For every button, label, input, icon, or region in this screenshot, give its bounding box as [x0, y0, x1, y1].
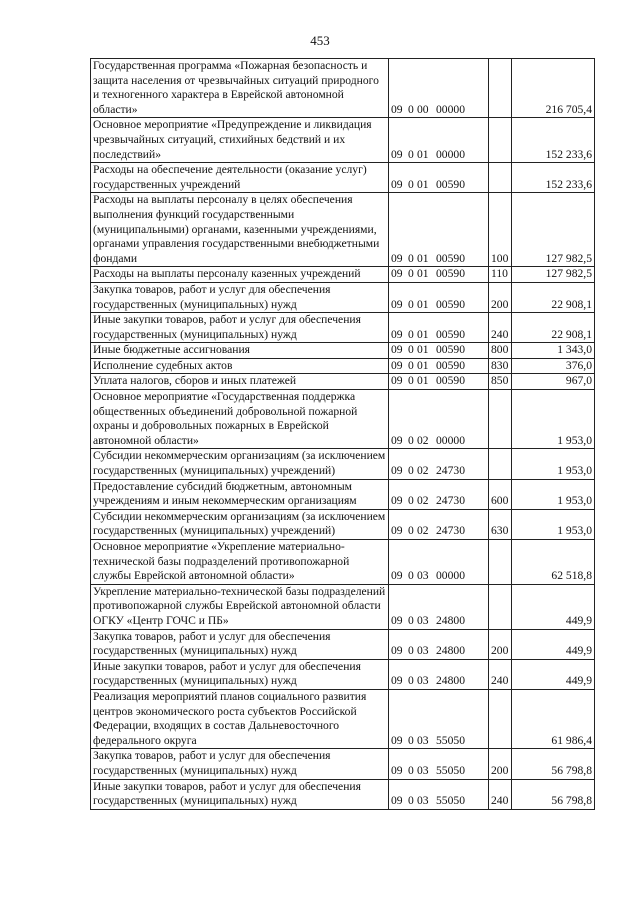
code-part-c4: 55050: [436, 733, 465, 747]
budget-code: [389, 449, 489, 479]
code-part-c2: 0: [408, 569, 414, 583]
code-part-c1: 09: [391, 102, 403, 116]
code-part-c1: 09: [391, 674, 403, 688]
amount: 449,9: [512, 629, 595, 659]
code-part-c1: 09: [391, 464, 403, 478]
expense-name: Государственная программа «Пожарная безопасность и защита населения от чрезвычайных ситуаций природного и техногенного характера в Еврейской автономной области»: [91, 59, 389, 118]
expense-type-code: 850: [489, 374, 512, 390]
code-part-c1: 09: [391, 297, 403, 311]
code-part-c2: 0: [408, 433, 414, 447]
code-part-c1: 09: [391, 794, 403, 808]
table-row: [91, 449, 595, 479]
code-part-c2: 0: [408, 343, 414, 357]
budget-code: [389, 629, 489, 659]
budget-code: [389, 313, 489, 343]
code-part-c2: 0: [408, 613, 414, 627]
amount: 1 953,0: [512, 509, 595, 539]
expense-name: Иные бюджетные ассигнования: [91, 343, 389, 359]
amount: 56 798,8: [512, 749, 595, 779]
table-row: [91, 282, 595, 312]
code-part-c2: 0: [408, 327, 414, 341]
code-part-c3: 01: [417, 297, 429, 311]
code-part-c4: 00590: [436, 297, 465, 311]
code-part-c1: 09: [391, 358, 403, 372]
code-part-c1: 09: [391, 177, 403, 191]
code-part-c3: 01: [417, 251, 429, 265]
code-part-c1: 09: [391, 374, 403, 388]
budget-code: [389, 659, 489, 689]
expense-name: Иные закупки товаров, работ и услуг для обеспечения государственных (муниципальных) нужд: [91, 659, 389, 689]
table-row: [91, 59, 595, 118]
expense-type-code: [489, 163, 512, 193]
amount: 62 518,8: [512, 540, 595, 585]
amount: 449,9: [512, 584, 595, 629]
expense-name: Основное мероприятие «Государственная поддержка общественных объединений добровольной пожарной охраны и добровольных пожарных в Еврейской автономной области»: [91, 390, 389, 449]
code-part-c3: 01: [417, 374, 429, 388]
amount: 152 233,6: [512, 163, 595, 193]
expense-type-code: 100: [489, 193, 512, 267]
expense-type-code: 200: [489, 629, 512, 659]
budget-table-body: [91, 59, 595, 810]
amount: 1 343,0: [512, 343, 595, 359]
code-part-c3: 01: [417, 177, 429, 191]
budget-code: [389, 540, 489, 585]
code-part-c3: 03: [417, 569, 429, 583]
code-part-c4: 24800: [436, 644, 465, 658]
expense-name: Расходы на выплаты персоналу казенных учреждений: [91, 267, 389, 283]
code-part-c1: 09: [391, 524, 403, 538]
table-row: [91, 779, 595, 809]
expense-type-code: [489, 689, 512, 748]
expense-name: Субсидии некоммерческим организациям (за исключением государственных (муниципальных) учреждений): [91, 449, 389, 479]
expense-name: Закупка товаров, работ и услуг для обеспечения государственных (муниципальных) нужд: [91, 629, 389, 659]
expense-type-code: 240: [489, 659, 512, 689]
expense-name: Субсидии некоммерческим организациям (за исключением государственных (муниципальных) учреждений): [91, 509, 389, 539]
expense-type-code: 240: [489, 313, 512, 343]
table-row: [91, 629, 595, 659]
budget-code: [389, 374, 489, 390]
code-part-c4: 55050: [436, 763, 465, 777]
code-part-c3: 02: [417, 464, 429, 478]
amount: 56 798,8: [512, 779, 595, 809]
code-part-c4: 00000: [436, 433, 465, 447]
table-row: [91, 343, 595, 359]
table-row: [91, 689, 595, 748]
table-row: [91, 267, 595, 283]
code-part-c2: 0: [408, 147, 414, 161]
amount: 127 982,5: [512, 193, 595, 267]
code-part-c2: 0: [408, 267, 414, 281]
expense-name: Предоставление субсидий бюджетным, автономным учреждениям и иным некоммерческим организациям: [91, 479, 389, 509]
table-row: [91, 584, 595, 629]
table-row: [91, 390, 595, 449]
code-part-c1: 09: [391, 569, 403, 583]
code-part-c3: 03: [417, 644, 429, 658]
code-part-c3: 01: [417, 343, 429, 357]
budget-code: [389, 358, 489, 374]
table-row: [91, 163, 595, 193]
code-part-c1: 09: [391, 327, 403, 341]
code-part-c2: 0: [408, 251, 414, 265]
expense-type-code: [489, 584, 512, 629]
code-part-c4: 24730: [436, 464, 465, 478]
table-row: [91, 540, 595, 585]
code-part-c2: 0: [408, 297, 414, 311]
code-part-c2: 0: [408, 674, 414, 688]
budget-code: [389, 343, 489, 359]
amount: 61 986,4: [512, 689, 595, 748]
expense-name: Закупка товаров, работ и услуг для обеспечения государственных (муниципальных) нужд: [91, 282, 389, 312]
expense-name: Исполнение судебных актов: [91, 358, 389, 374]
budget-code: [389, 749, 489, 779]
code-part-c2: 0: [408, 794, 414, 808]
code-part-c2: 0: [408, 102, 414, 116]
code-part-c4: 24730: [436, 524, 465, 538]
code-part-c2: 0: [408, 763, 414, 777]
code-part-c3: 02: [417, 494, 429, 508]
budget-table: [90, 58, 595, 810]
budget-code: [389, 193, 489, 267]
code-part-c3: 03: [417, 794, 429, 808]
code-part-c4: 00000: [436, 569, 465, 583]
expense-name: Укрепление материально-технической базы подразделений противопожарной службы Еврейской автономной области ОГКУ «Центр ГОЧС и ПБ»: [91, 584, 389, 629]
expense-type-code: [489, 449, 512, 479]
table-row: [91, 479, 595, 509]
amount: 22 908,1: [512, 282, 595, 312]
code-part-c1: 09: [391, 733, 403, 747]
code-part-c2: 0: [408, 733, 414, 747]
code-part-c4: 00590: [436, 343, 465, 357]
table-row: [91, 749, 595, 779]
code-part-c3: 01: [417, 147, 429, 161]
budget-code: [389, 59, 489, 118]
budget-code: [389, 689, 489, 748]
expense-name: Основное мероприятие «Предупреждение и ликвидация чрезвычайных ситуаций, стихийных бедствий и их последствий»: [91, 118, 389, 163]
expense-name: Закупка товаров, работ и услуг для обеспечения государственных (муниципальных) нужд: [91, 749, 389, 779]
code-part-c3: 00: [417, 102, 429, 116]
table-row: [91, 509, 595, 539]
table-row: [91, 118, 595, 163]
budget-code: [389, 163, 489, 193]
expense-type-code: [489, 118, 512, 163]
code-part-c1: 09: [391, 251, 403, 265]
code-part-c3: 01: [417, 327, 429, 341]
budget-code: [389, 118, 489, 163]
code-part-c4: 55050: [436, 794, 465, 808]
code-part-c2: 0: [408, 358, 414, 372]
code-part-c2: 0: [408, 644, 414, 658]
table-row: [91, 358, 595, 374]
code-part-c4: 24800: [436, 674, 465, 688]
amount: 376,0: [512, 358, 595, 374]
table-row: [91, 193, 595, 267]
code-part-c1: 09: [391, 494, 403, 508]
amount: 127 982,5: [512, 267, 595, 283]
code-part-c1: 09: [391, 267, 403, 281]
expense-type-code: 200: [489, 749, 512, 779]
expense-type-code: 200: [489, 282, 512, 312]
code-part-c1: 09: [391, 613, 403, 627]
code-part-c2: 0: [408, 374, 414, 388]
expense-type-code: 600: [489, 479, 512, 509]
code-part-c1: 09: [391, 147, 403, 161]
expense-type-code: [489, 540, 512, 585]
code-part-c4: 00590: [436, 358, 465, 372]
code-part-c2: 0: [408, 524, 414, 538]
code-part-c2: 0: [408, 177, 414, 191]
code-part-c4: 00590: [436, 177, 465, 191]
budget-code: [389, 584, 489, 629]
code-part-c1: 09: [391, 343, 403, 357]
amount: 1 953,0: [512, 449, 595, 479]
table-row: [91, 313, 595, 343]
code-part-c4: 00000: [436, 147, 465, 161]
budget-code: [389, 282, 489, 312]
amount: 967,0: [512, 374, 595, 390]
amount: 449,9: [512, 659, 595, 689]
budget-code: [389, 479, 489, 509]
code-part-c3: 03: [417, 674, 429, 688]
code-part-c3: 01: [417, 267, 429, 281]
code-part-c4: 00590: [436, 251, 465, 265]
budget-code: [389, 509, 489, 539]
expense-name: Реализация мероприятий планов социального развития центров экономического роста субъектов Российской Федерации, входящих в состав Дальневосточного федерального округа: [91, 689, 389, 748]
expense-name: Расходы на обеспечение деятельности (оказание услуг) государственных учреждений: [91, 163, 389, 193]
budget-code: [389, 779, 489, 809]
expense-name: Расходы на выплаты персоналу в целях обеспечения выполнения функций государственными (муниципальными) органами, казенными учреждениями, органами управления государственными внебюджетными фондами: [91, 193, 389, 267]
expense-type-code: 110: [489, 267, 512, 283]
expense-type-code: 800: [489, 343, 512, 359]
amount: 216 705,4: [512, 59, 595, 118]
code-part-c1: 09: [391, 763, 403, 777]
expense-name: Иные закупки товаров, работ и услуг для обеспечения государственных (муниципальных) нужд: [91, 313, 389, 343]
expense-type-code: 240: [489, 779, 512, 809]
budget-code: [389, 267, 489, 283]
code-part-c3: 03: [417, 733, 429, 747]
code-part-c3: 03: [417, 763, 429, 777]
amount: 1 953,0: [512, 479, 595, 509]
code-part-c3: 03: [417, 613, 429, 627]
code-part-c4: 00590: [436, 267, 465, 281]
code-part-c4: 24800: [436, 613, 465, 627]
expense-type-code: 830: [489, 358, 512, 374]
code-part-c1: 09: [391, 433, 403, 447]
code-part-c3: 01: [417, 358, 429, 372]
code-part-c4: 00590: [436, 374, 465, 388]
expense-type-code: [489, 390, 512, 449]
code-part-c3: 02: [417, 524, 429, 538]
code-part-c3: 02: [417, 433, 429, 447]
code-part-c4: 00000: [436, 102, 465, 116]
expense-name: Основное мероприятие «Укрепление материально-технической базы подразделений противопожарной службы Еврейской автономной области»: [91, 540, 389, 585]
code-part-c2: 0: [408, 494, 414, 508]
amount: 152 233,6: [512, 118, 595, 163]
code-part-c4: 24730: [436, 494, 465, 508]
expense-name: Иные закупки товаров, работ и услуг для обеспечения государственных (муниципальных) нужд: [91, 779, 389, 809]
table-row: [91, 374, 595, 390]
expense-type-code: [489, 59, 512, 118]
amount: 1 953,0: [512, 390, 595, 449]
code-part-c1: 09: [391, 644, 403, 658]
expense-type-code: 630: [489, 509, 512, 539]
amount: 22 908,1: [512, 313, 595, 343]
page-number: 453: [310, 33, 330, 48]
code-part-c2: 0: [408, 464, 414, 478]
expense-name: Уплата налогов, сборов и иных платежей: [91, 374, 389, 390]
code-part-c4: 00590: [436, 327, 465, 341]
budget-code: [389, 390, 489, 449]
table-row: [91, 659, 595, 689]
